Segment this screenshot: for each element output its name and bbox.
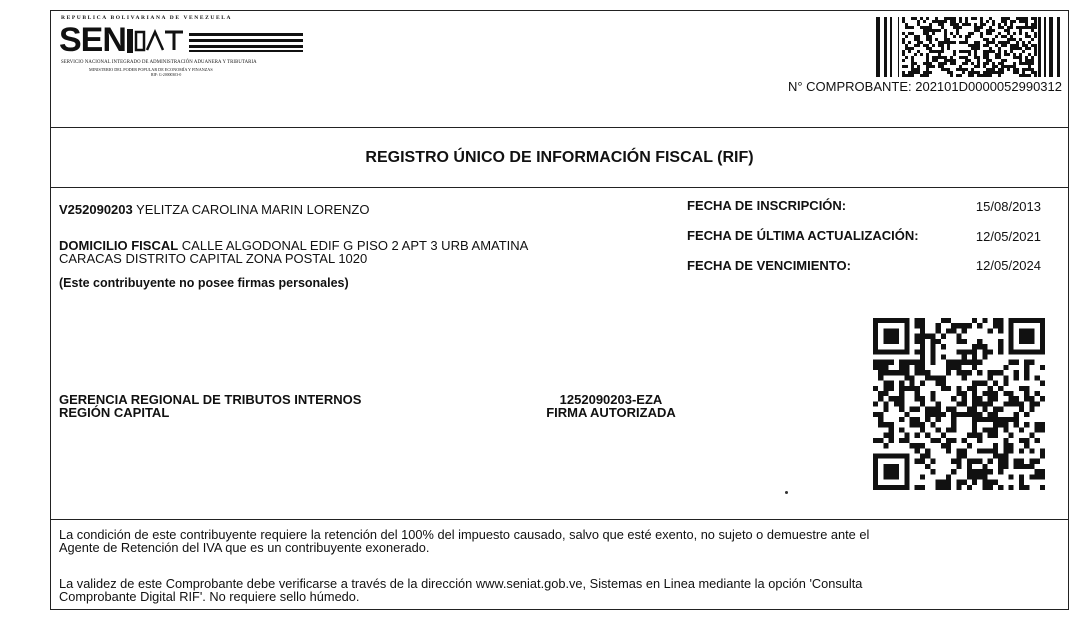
rif-certificate: [50, 10, 1069, 610]
comprobante-number: [788, 79, 1062, 94]
divider: [51, 519, 1068, 520]
authority-signature: [536, 393, 686, 419]
taxpayer-id-line: [59, 202, 369, 217]
authority-line1: GERENCIA REGIONAL DE TRIBUTOS INTERNOS: [59, 392, 362, 407]
logo-ministry: MINISTERIO DEL PODER POPULAR DE ECONOMÍA Y FINANZAS: [89, 67, 213, 72]
inscripcion-label: FECHA DE INSCRIPCIÓN:: [687, 198, 847, 213]
taxpayer-rif: V252090203: [59, 202, 133, 217]
retention-note: [59, 528, 1064, 554]
retention-note-line2: Agente de Retención del IVA que es un contribuyente exonerado.: [59, 540, 430, 555]
speck: [785, 491, 788, 494]
vencimiento-label: FECHA DE VENCIMIENTO:: [687, 258, 851, 273]
inscripcion-value: 15/08/2013: [975, 199, 1041, 214]
seniat-logo: [59, 15, 309, 95]
vencimiento-value: 12/05/2024: [975, 258, 1041, 273]
logo-subtitle: SERVICIO NACIONAL INTEGRADO DE ADMINISTRACIÓN ADUANERA Y TRIBUTARIA: [61, 60, 257, 65]
actualizacion-label: FECHA DE ÚLTIMA ACTUALIZACIÓN:: [687, 228, 919, 243]
comprobante-label: N° COMPROBANTE:: [787, 79, 912, 94]
comprobante-value: 202101D0000052990312: [915, 79, 1062, 94]
validity-note: [59, 577, 1064, 603]
domicilio-label: DOMICILIO FISCAL: [59, 238, 179, 253]
logo-graphic: [127, 29, 305, 53]
fiscal-address: [59, 239, 528, 265]
divider: [51, 127, 1068, 128]
qr-code: [873, 318, 1045, 490]
authority-office: [59, 393, 361, 419]
domicilio-line2: CARACAS DISTRITO CAPITAL ZONA POSTAL 1020: [59, 251, 368, 266]
taxpayer-name: YELITZA CAROLINA MARIN LORENZO: [136, 202, 370, 217]
logo-republic-text: REPUBLICA BOLIVARIANA DE VENEZUELA: [61, 15, 233, 21]
divider: [51, 187, 1068, 188]
logo-wordmark: SEN: [59, 21, 126, 59]
firmas-note: (Este contribuyente no posee firmas personales): [59, 276, 349, 290]
domicilio-line1: CALLE ALGODONAL EDIF G PISO 2 APT 3 URB AMATINA: [181, 238, 529, 253]
actualizacion-value: 12/05/2021: [975, 229, 1041, 244]
authority-firma: FIRMA AUTORIZADA: [546, 405, 676, 420]
authority-line2: REGIÓN CAPITAL: [59, 405, 170, 420]
logo-rif: RIF: G-20000303-0: [151, 73, 182, 77]
barcode: [876, 17, 1066, 77]
validity-note-line1: La validez de este Comprobante debe verificarse a través de la dirección www.seniat.gob.ve, Sistemas en Linea mediante la opción 'Consulta: [59, 576, 863, 591]
authority-code: 1252090203-EZA: [559, 392, 663, 407]
document-title: REGISTRO ÚNICO DE INFORMACIÓN FISCAL (RIF): [365, 149, 754, 166]
retention-note-line1: La condición de este contribuyente requiere la retención del 100% del impuesto causado, salvo que esté exento, no sujeto o demuestre ante el: [59, 527, 870, 542]
validity-note-line2: Comprobante Digital RIF'. No requiere sello húmedo.: [59, 589, 360, 604]
